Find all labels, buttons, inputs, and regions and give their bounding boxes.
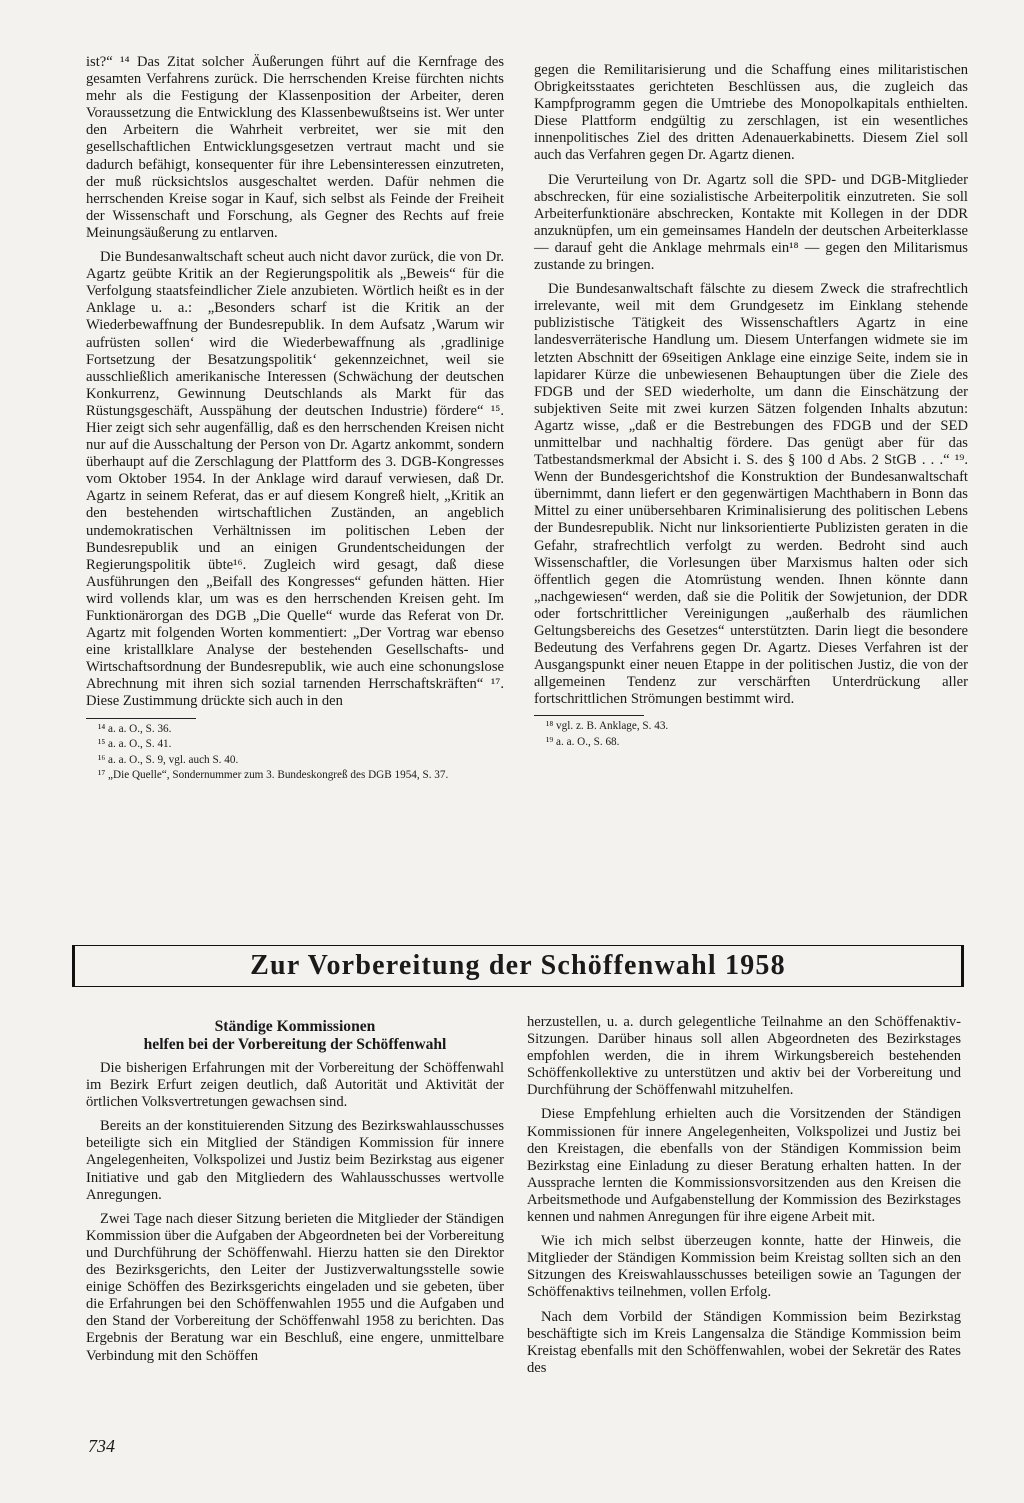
page-number: 734 bbox=[88, 1436, 115, 1456]
footnotes-right bbox=[534, 715, 669, 749]
paragraph: Diese Empfehlung erhielten auch die Vorsitzenden der Ständigen Kommissionen für innere Angelegenheiten, Volkspolizei und Justiz bei den Kreistagen, die ebenfalls von der Ständigen Kommission beim Bezirkstag eine Einladung zu dieser Beratung erhalten hatten. In der Aussprache lernten die Kommissionsvorsitzenden aus den Kreisen die Arbeitsmethode und Aufgabenstellung der Kommission des Bezirkstages kennen und nahmen Anregungen für ihre eigene Arbeit mit. bbox=[527, 1106, 961, 1226]
subhead-line-2: helfen bei der Vorbereitung der Schöffenwahl bbox=[143, 1036, 447, 1053]
paragraph: Zwei Tage nach dieser Sitzung berieten die Mitglieder der Ständigen Kommission über die Aufgaben der Abgeordneten bei der Vorbereitung und Durchführung der Schöffenwahl. Hierzu hatten sie den Direktor des Bezirksgerichts, den Leiter der Justizverwaltungsstelle sowie einige Schöffen des Bezirksgerichts eingeladen und sie gebeten, über die Erfahrungen bei den Schöffenwahlen 1955 und die Aufgaben und den Stand der Vorbereitung der Schöffenwahl 1958 zu berichten. Das Ergebnis der Beratung war ein Beschluß, eine engere, unmittelbare Verbindung mit den Schöffen bbox=[86, 1210, 504, 1364]
paragraph: Nach dem Vorbild der Ständigen Kommission beim Bezirkstag beschäftigte sich im Kreis Langensalza die Ständige Kommission beim Kreistag ebenfalls mit den Schöffenwahlen, wobei der Sekretär des Rates des bbox=[527, 1308, 961, 1376]
bottom-right-column bbox=[527, 1014, 961, 1384]
footnote: ¹⁹ a. a. O., S. 68. bbox=[546, 735, 620, 748]
paragraph: herzustellen, u. a. durch gelegentliche Teilnahme an den Schöffenaktiv-Sitzungen. Darüber hinaus soll allen Abgeordneten des Bezirkstages empfohlen werden, die in ihrem Wirkungsbereich bestehenden Schöffenkollektive zu unterstützen und aktiv bei der Vorbereitung und Durchführung der Schöffenwahl mitzuhelfen. bbox=[527, 1014, 961, 1099]
section-headline-box bbox=[72, 945, 964, 987]
paragraph: Wie ich mich selbst überzeugen konnte, hatte der Hinweis, die Mitglieder der Ständigen Kommission beim Kreistag sollten sich an den Sitzungen des Kreiswahlausschusses beteiligen sowie an Tagungen der Schöffenaktivs teilnehmen, vollen Erfolg. bbox=[527, 1233, 961, 1301]
article-subhead bbox=[86, 1018, 504, 1054]
footnote: ¹⁷ „Die Quelle“, Sondernummer zum 3. Bundeskongreß des DGB 1954, S. 37. bbox=[98, 769, 449, 782]
paragraph: Die Bundesanwaltschaft fälschte zu diesem Zweck die strafrechtlich irrelevante, weil mit dem Grundgesetz im Einklang stehende publizistische Tätigkeit des Wissenschaftlers Agartz in eine landesverräterische Handlung um. Diesem Unterfangen widmete sie im letzten Abschnitt der 69seitigen Anklage eine einzige Seite, indem sie in lapidarer Kürze die unbewiesenen Behauptungen über die Ziele des FDGB und der SED wiederholte, um dann die Einschätzung der subjektiven Seite mit zwei kurzen Sätzen folgenden Inhalts abzutun: Agartz wisse, „daß er die Bestrebungen des FDGB und der SED unmittelbar und nachhaltig fördere. Das genügt aber für das Tatbestandsmerkmal der Absicht i. S. des § 100 d Abs. 2 StGB . . .“ ¹⁹. Wenn der Bundesgerichtshof die Konstruktion der Bundesanwaltschaft übernimmt, dann liefert er den gegenwärtigen Machthabern in Bonn das Mittel zu einer unübersehbaren Kriminalisierung des politischen Lebens der Bundesrepublik. Nicht nur linksorientierte Publizisten geraten in die Gefahr, strafrechtlich verfolgt zu werden. Bedroht sind auch Wissenschaftler, die Vorlesungen über Marxismus halten oder sich öffentlich gegen die Atomrüstung wenden. Ihnen könnte dann „nachgewiesen“ werden, daß sie die Politik der Sowjetunion, der DDR oder fortschrittlicher Vereinigungen „außerhalb des räumlichen Geltungsbereichs des Gesetzes“ unterstützten. Darin liegt die besondere Bedeutung des Verfahrens gegen Dr. Agartz. Dieses Verfahren ist der Ausgangspunkt einer neuen Etappe in der politischen Justiz, die von der allgemeinen Tendenz zur verschärften Unterdrückung aller fortschrittlichen Strömungen bestimmt wird. bbox=[534, 281, 968, 708]
paragraph: Bereits an der konstituierenden Sitzung des Bezirkswahlausschusses beteiligte sich ein Mitglied der Ständigen Kommission für innere Angelegenheiten, Volkspolizei und Justiz beim Bezirkstag aus eigener Initiative und gab den Mitgliedern des Wahlausschusses wertvolle Anregungen. bbox=[86, 1118, 504, 1203]
top-right-column bbox=[534, 62, 968, 750]
paragraph: ist?“ ¹⁴ Das Zitat solcher Äußerungen führt auf die Kernfrage des gesamten Verfahrens zurück. Die herrschenden Kreise fürchten nichts mehr als die Festigung der Klassenposition der Arbeiter, deren Voraussetzung die Entwicklung des Klassenbewußtseins ist. Wer unter den Arbeitern die Wahrheit verbreitet, wer sie mit den gesellschaftlichen Entwicklungsgesetzen vertraut macht und sie dadurch befähigt, konsequenter für ihre Lebensinteressen einzutreten, der muß rücksichtslos ausgeschaltet werden. Dafür nehmen die herrschenden Kreise sogar in Kauf, sich selbst als Feinde der Freiheit der Wissenschaft und Forschung, als Gegner des Rechts auf freie Meinungsäußerung zu entlarven. bbox=[86, 54, 504, 241]
footnote: ¹⁵ a. a. O., S. 41. bbox=[98, 738, 172, 751]
paragraph: Die Bundesanwaltschaft scheut auch nicht davor zurück, die von Dr. Agartz geübte Kritik an der Regierungspolitik als „Beweis“ für die Verfolgung staatsfeindlicher Ziele anzubieten. Wörtlich heißt es in der Anklage u. a.: „Besonders scharf ist die Kritik an der Wiederbewaffnung der Bundesrepublik. In dem Aufsatz ‚Warum wir aufrüsten sollen‘ wird die Wiederbewaffnung als ‚gradlinige Fortsetzung der Besatzungspolitik‘ gekennzeichnet, weil sie ausschließlich amerikanische Interessen (Schwächung der deutschen Konkurrenz, Gewinnung Deutschlands als Markt für das Rüstungsgeschäft, Ausspähung der deutschen Industrie) fördere“ ¹⁵. Hier zeigt sich sehr augenfällig, daß es den herrschenden Kreisen nicht nur auf die Ausschaltung der Person von Dr. Agartz ankommt, sondern überhaupt auf die Zerschlagung der Plattform des 3. DGB-Kongresses vom Oktober 1954. In der Anklage wird darauf verwiesen, daß Dr. Agartz in seinem Referat, das er auf diesem Kongreß hielt, „Kritik an den bestehenden wirtschaftlichen Zuständen, an angeblich undemokratischen Verhältnissen im politischen Leben der Bundesrepublik und an einigen Grundentscheidungen der Regierungspolitik übte¹⁶. Zugleich wird gesagt, daß diese Ausführungen den „Beifall des Kongresses“ gefunden hätten. Hier wird vollends klar, um was es den herrschenden Kreisen geht. Im Funktionärorgan des DGB „Die Quelle“ wurde das Referat von Dr. Agartz mit folgenden Worten kommentiert: „Der Vortrag war ebenso eine kristallklare Analyse der bestehenden Gesellschafts- und Wirtschaftsordnung der Bundesrepublik, wie auch eine schonungslose Abrechnung mit ihren sich sozial tarnenden Herrschaftskräften“ ¹⁷. Diese Zustimmung drückte sich auch in den bbox=[86, 249, 504, 710]
paragraph: Die Verurteilung von Dr. Agartz soll die SPD- und DGB-Mitglieder abschrecken, für eine sozialistische Arbeiterpolitik einzutreten. Sie soll Arbeiterfunktionäre abschrecken, Kontakte mit Kollegen in der DDR anzuknüpfen, um ein gemeinsames Handeln der deutschen Arbeiterklasse — darauf geht die Anklage mehrmals ein¹⁸ — gegen den Militarismus zustande zu bringen. bbox=[534, 171, 968, 274]
bottom-left-column bbox=[86, 1018, 504, 1372]
top-left-column bbox=[86, 54, 504, 784]
paragraph: Die bisherigen Erfahrungen mit der Vorbereitung der Schöffenwahl im Bezirk Erfurt zeigen deutlich, daß Autorität und Aktivität der örtlichen Volksvertretungen gewachsen sind. bbox=[86, 1060, 504, 1111]
paragraph: gegen die Remilitarisierung und die Schaffung eines militaristischen Obrigkeitsstaates gerichteten Beschlüssen aus, die zugleich das Kampfprogramm gegen die Umtriebe des Monopolkapitals enthielten. Diese Plattform endgültig zu zerschlagen, ist ein wesentliches innenpolitisches Ziel des dritten Adenauerkabinetts. Diesem Ziel soll auch das Verfahren gegen Dr. Agartz dienen. bbox=[534, 62, 968, 164]
footnotes-left bbox=[86, 718, 449, 783]
footnote: ¹⁶ a. a. O., S. 9, vgl. auch S. 40. bbox=[98, 753, 239, 766]
subhead-line-1: Ständige Kommissionen bbox=[214, 1018, 376, 1035]
section-headline: Zur Vorbereitung der Schöffenwahl 1958 bbox=[250, 950, 786, 981]
footnote: ¹⁴ a. a. O., S. 36. bbox=[98, 722, 172, 735]
footnote: ¹⁸ vgl. z. B. Anklage, S. 43. bbox=[546, 720, 669, 733]
